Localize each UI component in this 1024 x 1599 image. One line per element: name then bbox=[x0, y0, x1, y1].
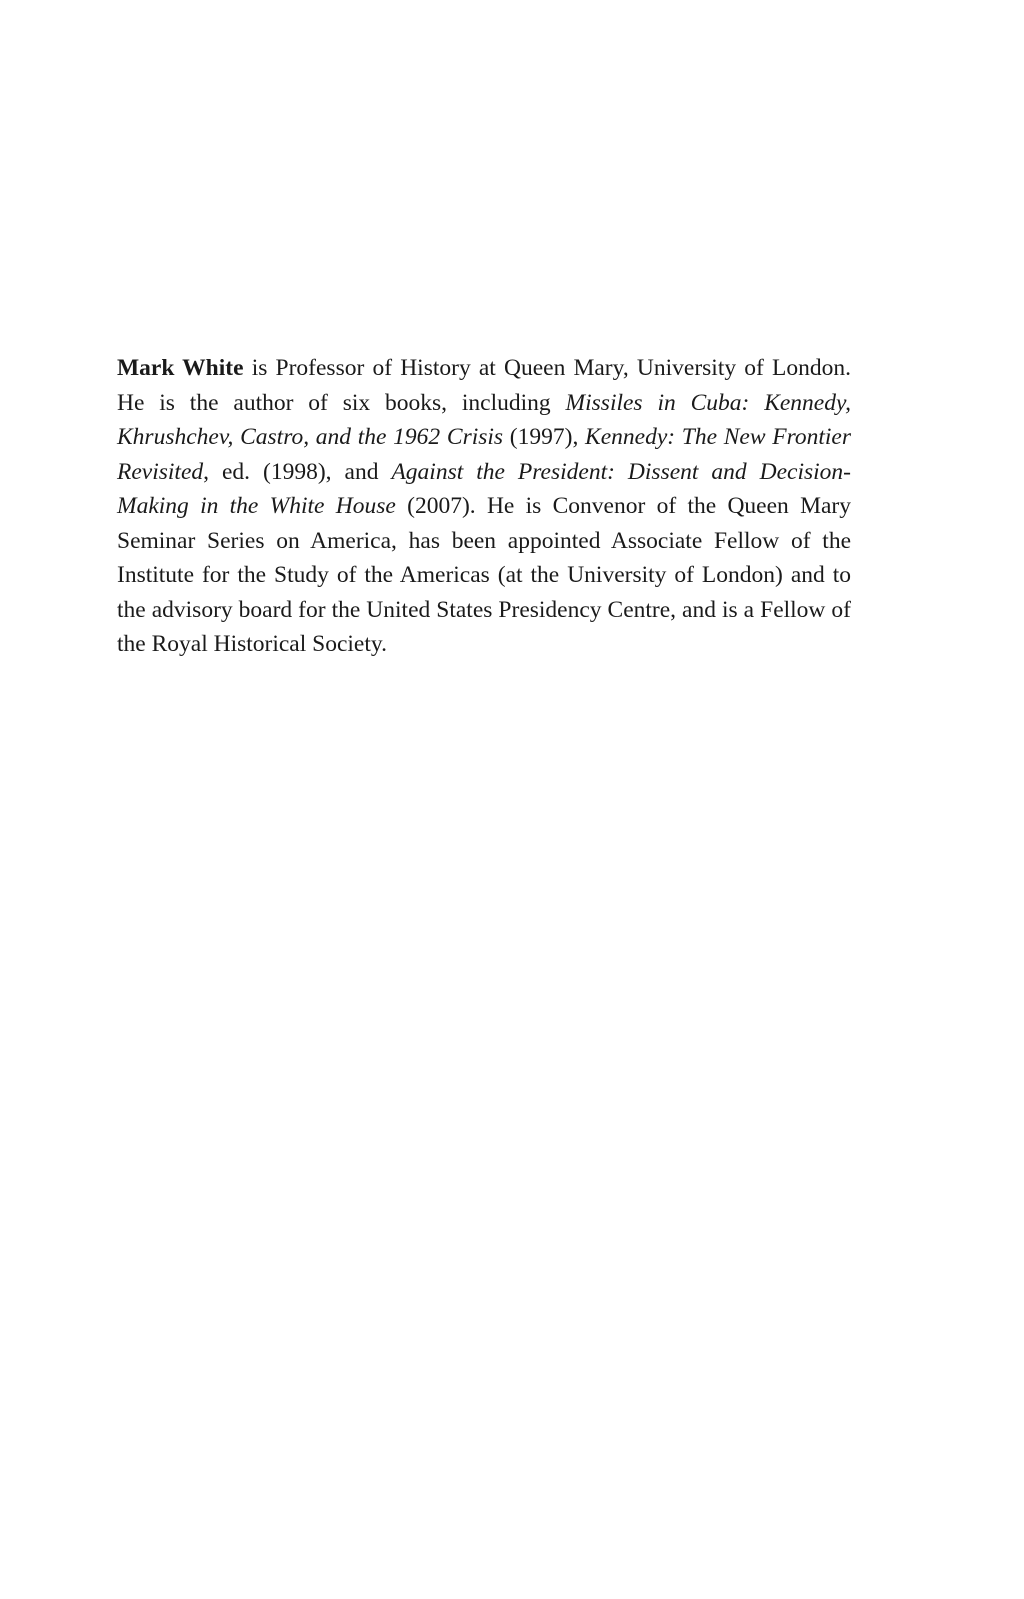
author-name: Mark White bbox=[117, 355, 244, 381]
book-title-kennedy-new-frontier: Kennedy: The New Frontier Revisited bbox=[117, 424, 851, 485]
bio-text: (2007). He is Convenor of the Queen Mary Seminar Series on America, has been appointed Associate Fellow of the Institute for the Study of the Americas (at the University of London) and to the advisory board for the United States Presidency Centre, and is a Fellow of the Royal Historical Society. bbox=[117, 493, 851, 657]
book-title-missiles-in-cuba: Missiles in Cuba: Kennedy, Khrushchev, Castro, and the 1962 Crisis bbox=[117, 389, 851, 450]
bio-text: , ed. (1998), and bbox=[203, 458, 392, 485]
bio-text: (1997), bbox=[503, 424, 586, 450]
book-title-against-the-president: Against the President: Dissent and Decision-Making in the White House bbox=[117, 458, 851, 519]
author-bio-paragraph bbox=[117, 351, 851, 662]
bio-text: is Professor of History at Queen Mary, University of London. He is the author of six books, including bbox=[117, 355, 851, 416]
